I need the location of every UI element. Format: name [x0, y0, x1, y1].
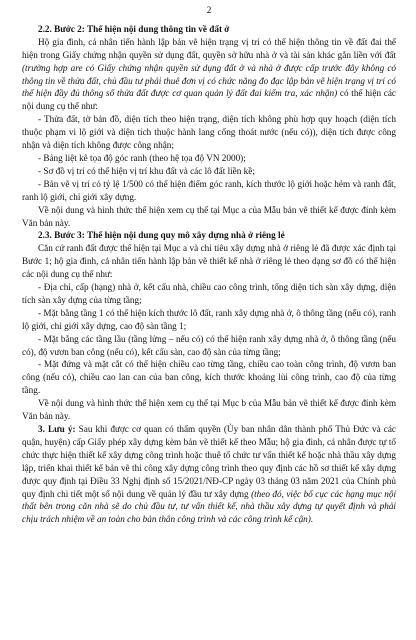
note-italic: (theo đó, việc bố cục các hạng mục nội thất bên trong căn nhà sẽ do chủ đầu tư, tư vấn thiết kế, nhà thầu xây dựng tự quyết định và phải chịu trách nhiệm về an toàn cho bản thân công trình và các công trình kế cận).: [22, 488, 396, 525]
section-2-2-closing: Về nội dung và hình thức thể hiện xem cụ thể tại Mục a của Mẫu bản vẽ thiết kế được đính kèm Văn bản này.: [22, 204, 396, 228]
bullet-item: - Mặt đứng và mặt cắt có thể hiện chiều cao từng tầng, chiều cao toàn công trình, độ vươn ban công (nếu có), chiều cao lan can của ban công, kích thước khoảng lùi công trình, cao độ của từng tầng.: [22, 359, 396, 396]
bullet-item: - Mặt bằng các tầng lầu (tầng lửng – nếu có) có thể hiện ranh xây dựng nhà ở, ô thông tầng (nếu có), độ vươn ban công (nếu có), kết cấu sàn, cao độ sàn của từng tầng;: [22, 333, 396, 357]
bullet-item: - Địa chỉ, cấp (hạng) nhà ở, kết cấu nhà, chiều cao công trình, tổng diện tích sàn xây dựng, diện tích sàn xây dựng của từng tầng;: [22, 282, 396, 305]
bullet-item: - Bản vẽ vị trí có tỷ lệ 1/500 có thể hiện điểm góc ranh, kích thước lộ giới hoặc hẻm và ranh đất, ranh lộ giới, chỉ giới xây dựng.: [22, 178, 396, 202]
note-text: Sau khi được cơ quan có thẩm quyền (Ủy ban nhân dân thành phố Thủ Đức và các quận, huyện) cấp Giấy phép xây dựng kèm bản vẽ thiết kế theo Mẫu; hộ gia đình, cá nhân được tự tổ chức thực hiện thiết kế xây dựng công trình hoặc thuê tổ chức tư vấn thiết kế hoặc nhà thầu xây dựng lập, triển khai thiết kế bản vẽ thi công xây dựng công trình theo quy định các hồ sơ thiết kế xây dựng được quy định tại Điều 33 Nghị định số 15/2021/NĐ-CP ngày 03 tháng 03 năm 2021 của Chính phủ quy định chi tiết một số nội dung về quản lý đầu tư xây dựng: [22, 424, 396, 499]
bullet-item: - Sơ đồ vị trí có thể hiện vị trí khu đất và các lô đất liền kề;: [38, 165, 255, 176]
bullet-item: - Bảng liệt kê tọa độ góc ranh (theo hệ tọa độ VN 2000);: [38, 152, 246, 163]
section-2-3-heading: 2.3. Bước 3: Thể hiện nội dung quy mô xây dựng nhà ở riêng lẻ: [38, 230, 285, 241]
section-2-3-intro: Căn cứ ranh đất được thể hiện tại Mục a và chỉ tiêu xây dựng nhà ở riêng lẻ đã được xác định tại Bước 1; hộ gia đình, cá nhân tiến hành lập bản vẽ thiết kế nhà ở riêng lẻ theo dạng sơ đồ có thể hiện các nội dung cụ thể như:: [22, 243, 396, 280]
section-3-note: [22, 423, 396, 526]
section-2-2-paragraph: [22, 36, 396, 113]
page-number: 2: [206, 5, 212, 15]
note-label: 3. Lưu ý:: [38, 424, 76, 434]
section-2-2-heading: 2.2. Bước 2: Thể hiện nội dung thông tin về đất ở: [38, 23, 230, 34]
paragraph-italic-note: (trường hợp are có Giấy chứng nhận quyền sử dụng đất ở và nhà ở được cấp trước đây không có thông tin về thửa đất, chủ đầu tư phải thuê đơn vị có chức năng đo đạc lập bản vẽ hiện trạng vị trí có thể hiện đầy đủ thông số thửa đất được cơ quan quản lý đất đai kiểm tra, xác nhận): [22, 62, 396, 99]
paragraph-text: Hộ gia đình, cá nhân tiến hành lập bản vẽ hiện trạng vị trí có thể hiện thông tin về đất đai thể hiện trong Giấy chứng nhận quyền sử dụng đất, quyền sở hữu nhà ở và tài sản khác gắn liền với đất: [22, 36, 396, 60]
bullet-item: - Mặt bằng tầng 1 có thể hiện kích thước lô đất, ranh xây dựng nhà ở, ô thông tầng (nếu có), ranh lộ giới, chỉ giới xây dựng, cao độ sàn tầng 1;: [22, 307, 396, 331]
bullet-item: - Thửa đất, tờ bản đồ, diện tích theo hiện trạng, diện tích không phù hợp quy hoạch (diện tích thuộc phạm vi lộ giới và diện tích thuộc hành lang cống thoát nước (nếu có)), diện tích được công nhận và diện tích không được công nhận;: [22, 114, 396, 151]
section-2-3-closing: Về nội dung và hình thức thể hiện xem cụ thể tại Mục b của Mẫu bản vẽ thiết kế được đính kèm Văn bản này.: [22, 398, 396, 422]
paragraph-text-end: có thể hiện các nội dung cụ thể như:: [22, 88, 396, 112]
